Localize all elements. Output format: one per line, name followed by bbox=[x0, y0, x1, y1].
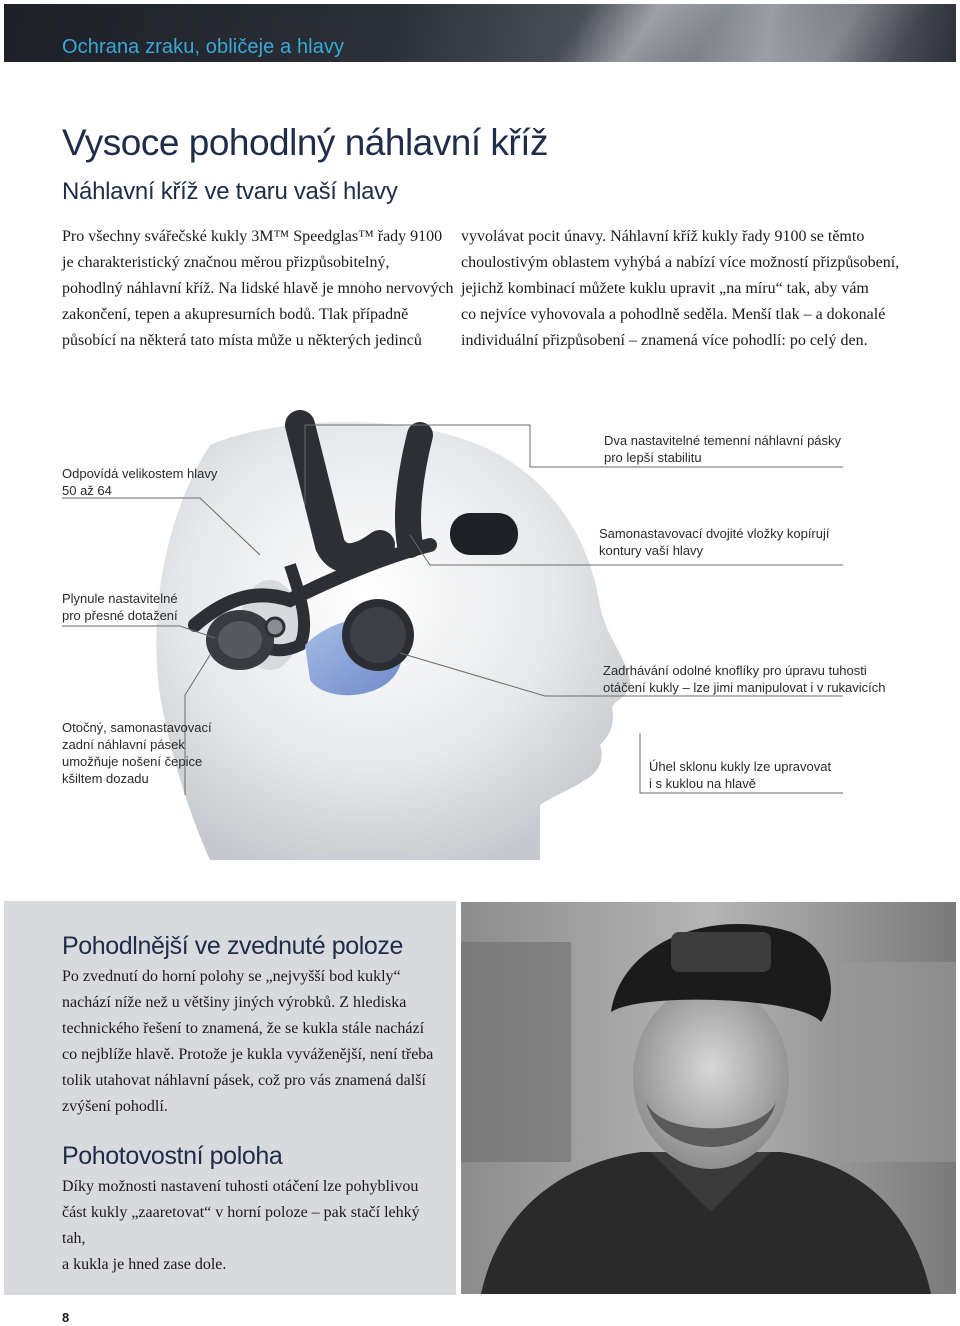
body-line: tolik utahovat náhlavní pásek, což pro vás znamená další bbox=[62, 1072, 426, 1089]
header-banner bbox=[4, 4, 956, 62]
helmet-lens bbox=[671, 932, 771, 972]
callout-line: Dva nastavitelné temenní náhlavní pásky bbox=[604, 433, 842, 448]
callout-pads bbox=[599, 525, 830, 559]
section-body-raised bbox=[62, 964, 437, 1120]
body-line: co nejblíže hlavě. Protože je kukla vyváženější, není třeba bbox=[62, 1046, 434, 1063]
crown-strap bbox=[408, 435, 420, 545]
callout-line: zadní náhlavní pásek bbox=[62, 737, 185, 752]
callout-knobs bbox=[603, 662, 886, 696]
intro-line: vyvolávat pocit únavy. Náhlavní kříž kukly řady 9100 se těmto bbox=[461, 228, 865, 245]
callout-head-sizes bbox=[62, 465, 217, 499]
intro-line: co nejvíce vyhovovala a pohodlně seděla. Menší tlak – a dokonalé bbox=[461, 306, 886, 323]
callout-line: kontury vaší hlavy bbox=[599, 543, 704, 558]
page-number: 8 bbox=[62, 1310, 70, 1325]
welder-photo-art bbox=[461, 902, 956, 1294]
intro-line: zakončení, tepen a akupresurních bodů. Tlak případně bbox=[62, 306, 409, 323]
callout-line: kšiltem dozadu bbox=[62, 771, 149, 786]
page-title: Vysoce pohodlný náhlavní kříž bbox=[62, 122, 548, 163]
pivot-knob-inner bbox=[350, 607, 406, 663]
callout-line: Otočný, samonastavovací bbox=[62, 720, 212, 735]
callout-line: pro přesné dotažení bbox=[62, 608, 178, 623]
callout-line: Odpovídá velikostem hlavy bbox=[62, 466, 218, 481]
banner-highlight bbox=[722, 4, 946, 62]
body-line: nachází níže než u většiny jiných výrobků. Z hlediska bbox=[62, 994, 407, 1011]
body-line: Díky možnosti nastavení tuhosti otáčení lze pohyblivou bbox=[62, 1178, 419, 1195]
body-line: a kukla je hned zase dole. bbox=[62, 1256, 227, 1273]
intro-line: jejichž kombinací můžete kuklu upravit „na míru“ tak, aby vám bbox=[461, 280, 869, 297]
callout-line: Samonastavovací dvojité vložky kopírují bbox=[599, 526, 830, 541]
callout-line: i s kuklou na hlavě bbox=[649, 776, 756, 791]
body-line: technického řešení to znamená, že se kukla stále nachází bbox=[62, 1020, 425, 1037]
body-line: zvýšení pohodlí. bbox=[62, 1098, 168, 1115]
workshop-shelf bbox=[461, 942, 571, 1162]
callout-rear-strap bbox=[62, 719, 212, 787]
intro-line: Pro všechny svářečské kukly 3M™ Speedglas™ řady 9100 bbox=[62, 228, 443, 245]
body-line: část kukly „zaaretovat“ v horní poloze – pak stačí lehký tah, bbox=[62, 1204, 420, 1247]
callout-crown-straps bbox=[604, 432, 841, 466]
callout-adjustment bbox=[62, 590, 178, 624]
section-heading-raised: Pohodlnější ve zvednuté poloze bbox=[62, 932, 404, 960]
front-pad bbox=[450, 513, 518, 555]
callout-line: Plynule nastavitelné bbox=[62, 591, 178, 606]
section-body-standby bbox=[62, 1174, 437, 1278]
section-title: Ochrana zraku, obličeje a hlavy bbox=[62, 36, 345, 58]
callout-line: umožňuje nošení čepice bbox=[62, 754, 203, 769]
banner-highlight bbox=[522, 4, 746, 62]
body-line: Po zvednutí do horní polohy se „nejvyšší bod kukly“ bbox=[62, 968, 401, 985]
headgear-figure bbox=[0, 395, 960, 865]
intro-line: pohodlný náhlavní kříž. Na lidské hlavě je mnoho nervových bbox=[62, 280, 454, 297]
intro-right-column bbox=[461, 224, 911, 354]
callout-angle bbox=[649, 758, 831, 792]
callout-line: Úhel sklonu kukly lze upravovat bbox=[649, 759, 832, 774]
callout-line: 50 až 64 bbox=[62, 483, 112, 498]
pivot-screw bbox=[266, 618, 284, 636]
intro-line: je charakteristický značnou měrou přizpůsobitelný, bbox=[62, 254, 390, 271]
workshop-machine bbox=[841, 962, 956, 1162]
intro-line: choulostivým oblastem vyhýbá a nabízí více možností přizpůsobení, bbox=[461, 254, 900, 271]
page-subtitle: Náhlavní kříž ve tvaru vaší hlavy bbox=[62, 178, 398, 205]
intro-line: individuální přizpůsobení – znamená více pohodlí: po celý den. bbox=[461, 332, 868, 349]
callout-line: Zadrhávání odolné knoflíky pro úpravu tuhosti bbox=[603, 663, 867, 678]
callout-line: otáčení kukly – lze jimi manipulovat i v rukavicích bbox=[603, 680, 886, 695]
intro-line: působící na některá tato místa může u některých jedinců bbox=[62, 332, 422, 349]
section-heading-standby: Pohotovostní poloha bbox=[62, 1142, 283, 1170]
callout-line: pro lepší stabilitu bbox=[604, 450, 702, 465]
intro-left-column bbox=[62, 224, 454, 354]
adjust-knob-inner bbox=[218, 621, 262, 659]
welder-photo bbox=[461, 902, 956, 1294]
